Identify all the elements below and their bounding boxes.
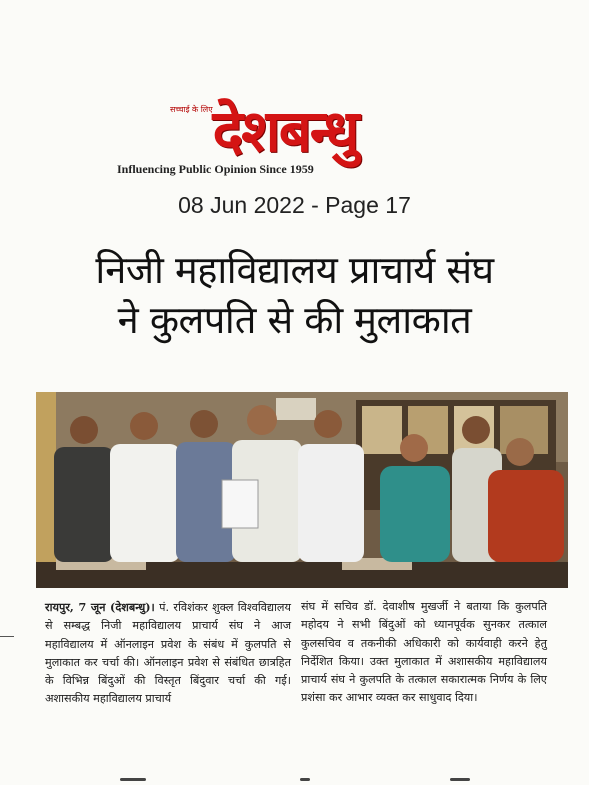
newspaper-logo: देशबन्धु (212, 97, 358, 165)
edition-dateline: 08 Jun 2022 - Page 17 (178, 192, 411, 218)
masthead-tagline: Influencing Public Opinion Since 1959 (117, 162, 314, 176)
scan-artifact (300, 778, 310, 781)
headline-line-1: निजी महाविद्यालय प्राचार्य संघ (95, 248, 494, 292)
article-column-1-text: पं. रविशंकर शुक्ल विश्वविद्यालय से सम्बद्ध निजी महाविद्यालय प्राचार्य संघ ने आज महाविद्यालय में ऑनलाइन प्रवेश के संबंध में कुलपति से मुलाकात कर चर्चा की। ऑनलाइन प्रवेश से संबंधित छात्रहित के विभिन्न बिंदुओं की विस्तृत बिंदुवार चर्चा की गई। अशासकीय महाविद्यालय प्राचार्य (45, 601, 291, 706)
headline-line-2: ने कुलपति से की मुलाकात (117, 298, 472, 342)
scan-artifact (450, 778, 470, 781)
article-column-1 (45, 598, 291, 709)
group-photo-illustration (36, 392, 568, 588)
article-photo (36, 392, 568, 588)
article-column-2: संघ में सचिव डॉ. देवाशीष मुखर्जी ने बताया कि कुलपति महोदय ने सभी बिंदुओं को ध्यानपूर्वक सुनकर तत्काल कुलसचिव व तकनीकी अधिकारी को कार्यवाही करने हेतु निर्देशित किया। उक्त मुलाकात में अशासकीय महाविद्यालय प्राचार्य संघ ने कुलपति के तत्काल सकारात्मक निर्णय के लिए प्रशंसा कर आभार व्यक्त कर साधुवाद दिया। (301, 600, 547, 705)
article-lead: रायपुर, 7 जून (देशबन्धु)। (45, 600, 155, 614)
masthead-kicker: सच्चाई के लिए (170, 105, 213, 114)
article-headline (20, 245, 569, 345)
margin-mark (0, 636, 14, 637)
scan-artifact (120, 778, 146, 781)
